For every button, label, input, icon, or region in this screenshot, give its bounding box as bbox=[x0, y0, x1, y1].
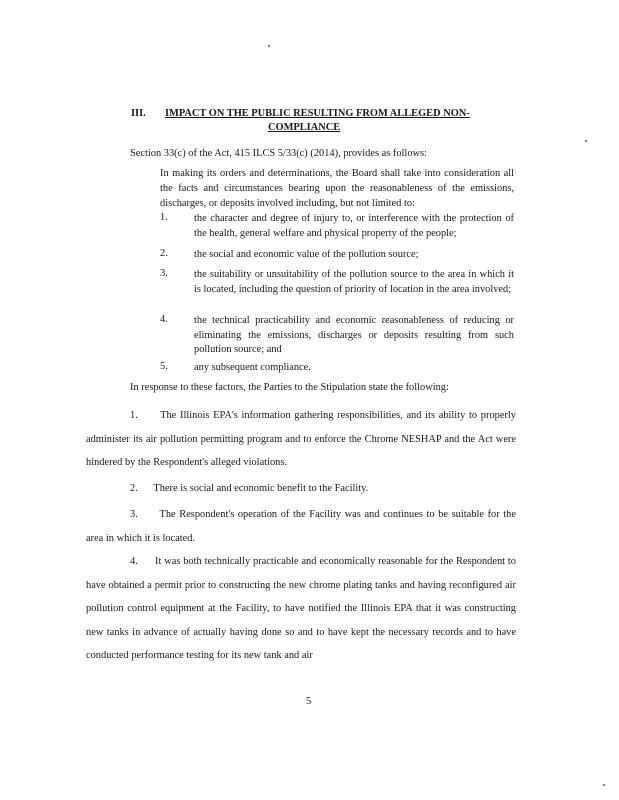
scan-speck bbox=[585, 140, 587, 142]
factor-text: the social and economic value of the pollution source; bbox=[194, 249, 419, 260]
factor-text: the technical practicability and economic reasonableness of reducing or eliminating the emissions, discharges or deposits resulting from such pollution source; and bbox=[194, 315, 514, 355]
paragraph-2: 2. There is social and economic benefit to the Facility. bbox=[130, 483, 369, 494]
section-number: III. bbox=[131, 108, 146, 119]
block-quote: In making its orders and determinations, the Board shall take into consideration all the facts and circumstances bearing upon the reasonableness of the emissions, discharges, or deposits involved including, but not limited to: bbox=[160, 168, 514, 209]
scan-speck bbox=[268, 45, 270, 47]
factor-text: the suitability or unsuitability of the pollution source to the area in which it is located, including the question of priority of location in the area involved; bbox=[194, 269, 514, 295]
factor-number: 5. bbox=[160, 361, 168, 372]
factor-number: 3. bbox=[160, 268, 168, 279]
factor-text: the character and degree of injury to, or interference with the protection of the health, general welfare and physical property of the people; bbox=[194, 213, 514, 239]
factor-number: 2. bbox=[160, 248, 168, 259]
intro-text: Section 33(c) of the Act, 415 ILCS 5/33(c) (2014), provides as follows: bbox=[130, 148, 427, 159]
factor-number: 4. bbox=[160, 314, 168, 325]
paragraph-3: 3. The Respondent's operation of the Facility was and continues to be suitable for the area in which it is located. bbox=[86, 509, 516, 544]
section-title-line-2: COMPLIANCE bbox=[268, 122, 341, 133]
paragraph-4: 4. It was both technically practicable and economically reasonable for the Respondent to have obtained a permit prior to constructing the new chrome plating tanks and having reconfigured air pollution control equipment at the Facility, to have notified the Illinois EPA that it was constructing new tanks in advance of actually having done so and to have kept the necessary records and to have conducted performance testing for its new tank and air bbox=[86, 556, 516, 661]
scan-speck bbox=[603, 784, 605, 786]
factor-number: 1. bbox=[160, 212, 168, 223]
section-title-line-1: IMPACT ON THE PUBLIC RESULTING FROM ALLEGED NON- bbox=[165, 108, 470, 119]
response-intro: In response to these factors, the Parties to the Stipulation state the following: bbox=[130, 382, 449, 393]
paragraph-1: 1. The Illinois EPA's information gathering responsibilities, and its ability to properly administer its air pollution permitting program and to enforce the Chrome NESHAP and the Act were hindered by the Respondent's alleged violations. bbox=[86, 410, 516, 468]
page-number: 5 bbox=[306, 696, 312, 707]
factor-text: any subsequent compliance. bbox=[194, 362, 311, 373]
